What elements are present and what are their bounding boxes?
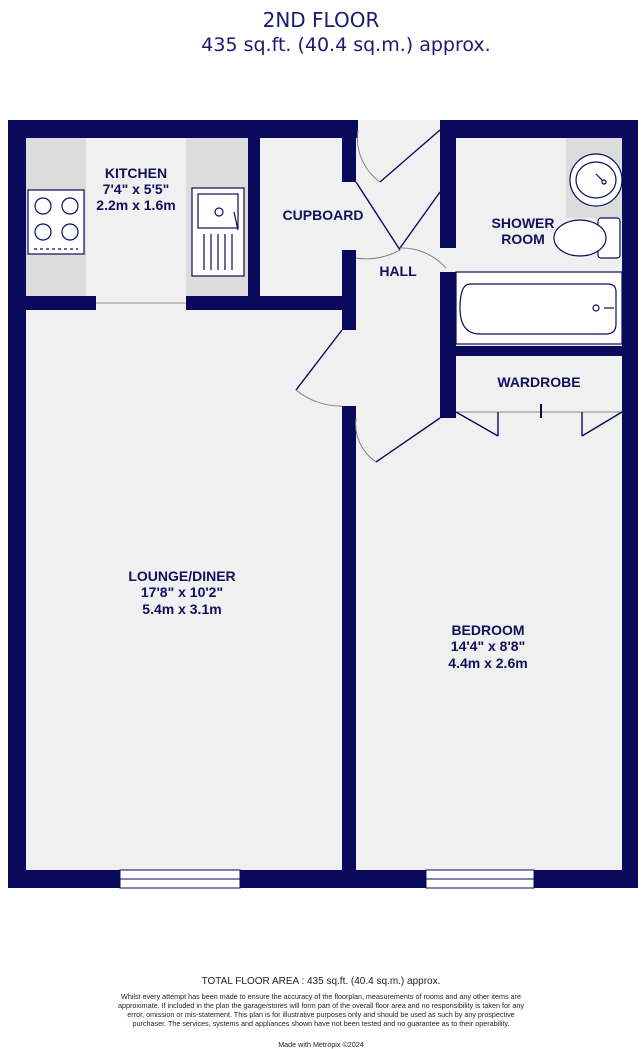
lounge-name: LOUNGE/DINER [128, 568, 236, 584]
disclaimer-text: Whilst every attempt has been made to ensure the accuracy of the floorplan, measurements of rooms and any other items are approximate. If included in the plan the garage/stores will form part of the overall floor area and no responsibility is taken for any error, omission or mis-statement. This plan is for illustrative purposes only and should be used as such by any prospective purchaser. The services, systems and appliances shown have not been tested and no guarantee as to their operability. [118, 992, 524, 1028]
floor-area-summary: 435 sq.ft. (40.4 sq.m.) approx. [201, 34, 491, 56]
cupboard-name: CUPBOARD [282, 207, 364, 223]
shower-room-name-line1: SHOWER [491, 215, 555, 231]
kitchen-metric: 2.2m x 1.6m [96, 197, 176, 213]
lounge-imperial: 17'8" x 10'2" [140, 584, 224, 600]
kitchen-imperial: 7'4" x 5'5" [102, 181, 170, 197]
total-floor-area: TOTAL FLOOR AREA : 435 sq.ft. (40.4 sq.m.) approx. [201, 976, 441, 987]
hall-name: HALL [379, 263, 417, 279]
shower-room-name-line2: ROOM [501, 231, 545, 247]
kitchen-name: KITCHEN [104, 165, 168, 181]
bath-icon [456, 272, 622, 344]
hob-icon [28, 190, 84, 254]
floor-title: 2ND FLOOR [262, 8, 380, 32]
bedroom-metric: 4.4m x 2.6m [448, 655, 528, 671]
basin-icon [570, 154, 622, 206]
toilet-icon [554, 218, 620, 258]
sink-icon [192, 188, 244, 276]
made-with-credit: Made with Metropix ©2024 [278, 1040, 364, 1049]
wardrobe-name: WARDROBE [497, 374, 581, 390]
lounge-metric: 5.4m x 3.1m [142, 601, 222, 617]
hall-gap-floor [358, 120, 440, 140]
bedroom-name: BEDROOM [451, 622, 525, 638]
bedroom-imperial: 14'4" x 8'8" [450, 638, 526, 654]
